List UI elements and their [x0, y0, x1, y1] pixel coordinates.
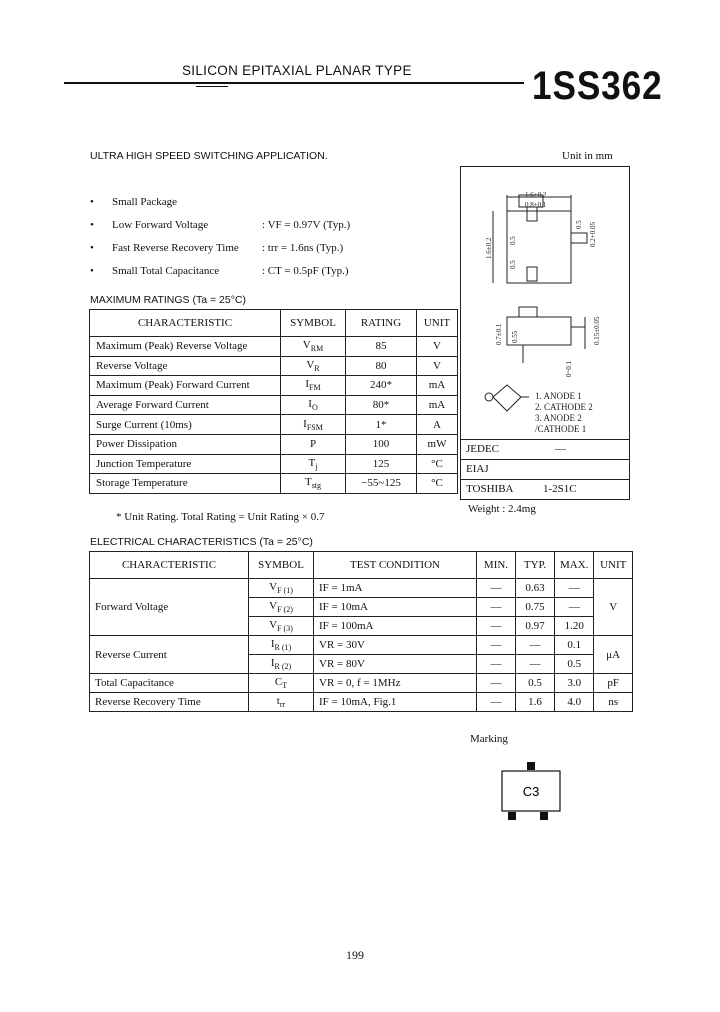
- unit-cell: V: [417, 337, 458, 357]
- elec-char-title: ELECTRICAL CHARACTERISTICS (Ta = 25°C): [90, 536, 313, 548]
- table-row: $I_{R (2)}$ VR = 80V — — 0.5: [90, 655, 633, 674]
- table-row: $V_{F (3)}$ IF = 100mA — 0.97 1.20: [90, 617, 633, 636]
- symbol-cell: P: [281, 434, 346, 454]
- unit-cell: pF: [594, 674, 633, 693]
- unit-cell: °C: [417, 454, 458, 474]
- unit-cell: mW: [417, 434, 458, 454]
- table-header-row: CHARACTERISTIC SYMBOL RATING UNIT: [90, 310, 458, 337]
- svg-text:0.8±0.1: 0.8±0.1: [525, 201, 547, 209]
- unit-cell: mA: [417, 376, 458, 396]
- symbol-cell: $T_j$: [281, 454, 346, 474]
- unit-note: Unit in mm: [562, 150, 613, 162]
- svg-text:/CATHODE 1: /CATHODE 1: [535, 424, 587, 434]
- symbol-cell: $I_{R (2)}$: [249, 655, 314, 674]
- characteristic-cell: Junction Temperature: [90, 454, 281, 474]
- unit-cell: °C: [417, 474, 458, 494]
- characteristic-cell: Reverse Recovery Time: [90, 693, 249, 712]
- table-row: Forward Voltage $V_{F (1)}$ IF = 1mA — 0.63 — V: [90, 579, 633, 598]
- unit-cell: A: [417, 415, 458, 435]
- characteristic-cell: Surge Current (10ms): [90, 415, 281, 435]
- symbol-cell: $V_{F (2)}$: [249, 598, 314, 617]
- marking-code: C3: [522, 784, 540, 799]
- unit-cell: μA: [594, 636, 633, 674]
- table-row: Reverse Current $I_{R (1)}$ VR = 30V — — 0.1 μA: [90, 636, 633, 655]
- condition-cell: VR = 0, f = 1MHz: [314, 674, 477, 693]
- unit-cell: mA: [417, 395, 458, 415]
- table-row: [90, 454, 458, 474]
- svg-text:0.7±0.1: 0.7±0.1: [495, 323, 503, 345]
- svg-text:0.55: 0.55: [511, 330, 519, 343]
- symbol-cell: $V_{RM}$: [281, 337, 346, 357]
- unit-cell: V: [594, 579, 633, 636]
- package-weight: Weight : 2.4mg: [468, 503, 536, 515]
- svg-text:0.5: 0.5: [509, 260, 517, 269]
- rating-cell: 125: [346, 454, 417, 474]
- svg-text:0.2+0.05: 0.2+0.05: [589, 222, 597, 247]
- symbol-cell: $I_{FSM}$: [281, 415, 346, 435]
- condition-cell: IF = 100mA: [314, 617, 477, 636]
- pkg-row-toshiba: TOSHIBA 1-2S1C: [461, 479, 629, 500]
- rating-cell: 240*: [346, 376, 417, 396]
- max-ratings-table: [89, 309, 458, 494]
- characteristic-cell: Power Dissipation: [90, 434, 281, 454]
- svg-text:0~0.1: 0~0.1: [565, 360, 573, 377]
- package-top-view: [507, 211, 571, 283]
- svg-text:0.5: 0.5: [575, 220, 583, 229]
- condition-cell: VR = 80V: [314, 655, 477, 674]
- rating-cell: 1*: [346, 415, 417, 435]
- symbol-cell: $I_{R (1)}$: [249, 636, 314, 655]
- characteristic-cell: Forward Voltage: [90, 579, 249, 636]
- symbol-cell: $V_{F (3)}$: [249, 617, 314, 636]
- rating-note: * Unit Rating. Total Rating = Unit Rating × 0.7: [116, 511, 325, 523]
- svg-text:2. CATHODE 2: 2. CATHODE 2: [535, 402, 593, 412]
- header-title: SILICON EPITAXIAL PLANAR TYPE: [182, 63, 412, 78]
- pkg-row-eiaj: EIAJ: [461, 459, 629, 480]
- marking-drawing: [496, 762, 566, 822]
- max-ratings-title: MAXIMUM RATINGS (Ta = 25°C): [90, 294, 246, 306]
- package-outline-box: [460, 166, 630, 500]
- marking-label: Marking: [470, 733, 508, 745]
- rating-cell: 85: [346, 337, 417, 357]
- characteristic-cell: Maximum (Peak) Reverse Voltage: [90, 337, 281, 357]
- symbol-cell: $V_R$: [281, 356, 346, 376]
- svg-text:1. ANODE 1: 1. ANODE 1: [535, 391, 582, 401]
- svg-text:3. ANODE 2: 3. ANODE 2: [535, 413, 582, 423]
- condition-cell: IF = 10mA, Fig.1: [314, 693, 477, 712]
- symbol-cell: $T_{stg}$: [281, 474, 346, 494]
- symbol-cell: $t_{rr}$: [249, 693, 314, 712]
- table-row: [90, 474, 458, 494]
- part-number: 1SS362: [532, 64, 663, 108]
- table-row: [90, 415, 458, 435]
- condition-cell: VR = 30V: [314, 636, 477, 655]
- table-row: [90, 434, 458, 454]
- unit-cell: V: [417, 356, 458, 376]
- package-drawing: [461, 167, 629, 437]
- table-row: $V_{F (2)}$ IF = 10mA — 0.75 —: [90, 598, 633, 617]
- table-header-row: CHARACTERISTIC SYMBOL TEST CONDITION MIN. TYP. MAX. UNIT: [90, 552, 633, 579]
- rating-cell: −55~125: [346, 474, 417, 494]
- characteristic-cell: Total Capacitance: [90, 674, 249, 693]
- characteristic-cell: Maximum (Peak) Forward Current: [90, 376, 281, 396]
- characteristic-cell: Reverse Voltage: [90, 356, 281, 376]
- svg-text:0.5: 0.5: [509, 236, 517, 245]
- table-row: Total Capacitance $C_T$ VR = 0, f = 1MHz — 0.5 3.0 pF: [90, 674, 633, 693]
- pkg-row-jedec: JEDEC —: [461, 439, 629, 460]
- symbol-cell: $I_{FM}$: [281, 376, 346, 396]
- svg-text:1.6±0.2: 1.6±0.2: [525, 191, 547, 199]
- rating-cell: 80*: [346, 395, 417, 415]
- header-rule-accent: [196, 86, 228, 87]
- condition-cell: IF = 10mA: [314, 598, 477, 617]
- symbol-cell: $V_{F (1)}$: [249, 579, 314, 598]
- characteristic-cell: Storage Temperature: [90, 474, 281, 494]
- elec-char-table: [89, 551, 633, 712]
- svg-text:0.15±0.05: 0.15±0.05: [593, 316, 601, 345]
- page-number: 199: [346, 948, 364, 962]
- table-row: Reverse Recovery Time $t_{rr}$ IF = 10mA, Fig.1 — 1.6 4.0 ns: [90, 693, 633, 712]
- application-line: ULTRA HIGH SPEED SWITCHING APPLICATION.: [90, 150, 328, 162]
- characteristic-cell: Reverse Current: [90, 636, 249, 674]
- table-row: [90, 395, 458, 415]
- header-rule: [64, 82, 524, 84]
- svg-text:1.6±0.2: 1.6±0.2: [485, 237, 493, 259]
- unit-cell: ns: [594, 693, 633, 712]
- symbol-cell: $I_O$: [281, 395, 346, 415]
- symbol-cell: $C_T$: [249, 674, 314, 693]
- table-row: [90, 356, 458, 376]
- rating-cell: 80: [346, 356, 417, 376]
- rating-cell: 100: [346, 434, 417, 454]
- condition-cell: IF = 1mA: [314, 579, 477, 598]
- table-row: [90, 337, 458, 357]
- characteristic-cell: Average Forward Current: [90, 395, 281, 415]
- table-row: [90, 376, 458, 396]
